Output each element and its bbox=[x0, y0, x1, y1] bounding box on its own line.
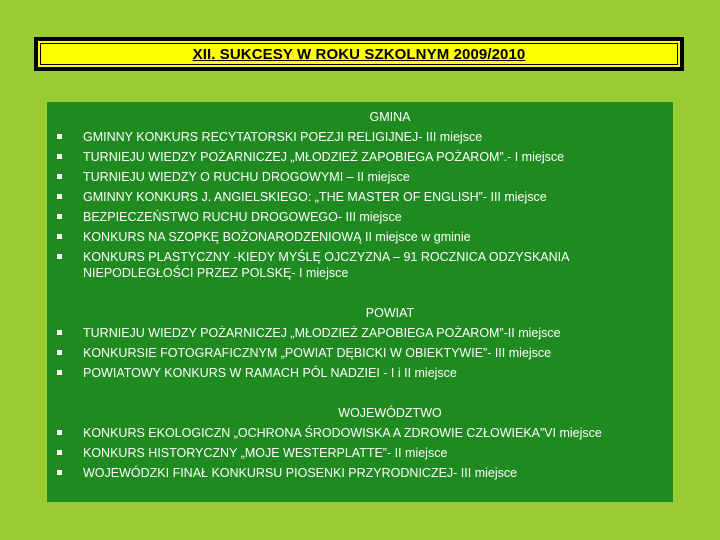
list-item bbox=[47, 147, 673, 167]
bullet-icon bbox=[57, 194, 62, 199]
section-heading: POWIAT bbox=[365, 306, 415, 320]
list-item bbox=[47, 363, 673, 383]
title-box bbox=[34, 37, 684, 71]
section-gmina bbox=[47, 107, 673, 283]
list-item-text: KONKURS HISTORYCZNY „MOJE WESTERPLATTE”- II miejsce bbox=[83, 446, 448, 460]
bullet-icon bbox=[57, 154, 62, 159]
bullet-icon bbox=[57, 450, 62, 455]
bullet-icon bbox=[57, 234, 62, 239]
list-item bbox=[47, 423, 673, 443]
list-item-text: GMINNY KONKURS J. ANGIELSKIEGO: „THE MASTER OF ENGLISH”- III miejsce bbox=[83, 190, 547, 204]
content-panel bbox=[47, 102, 673, 502]
section-heading: WOJEWÓDZTWO bbox=[338, 406, 442, 420]
list-item bbox=[47, 343, 673, 363]
list-item bbox=[47, 187, 673, 207]
list-item bbox=[47, 227, 673, 247]
list-item-text: TURNIEJU WIEDZY O RUCHU DROGOWYMI – II miejsce bbox=[83, 170, 410, 184]
list-item-text: BEZPIECZEŃSTWO RUCHU DROGOWEGO- III miejsce bbox=[83, 210, 402, 224]
bullet-icon bbox=[57, 214, 62, 219]
list-item bbox=[47, 323, 673, 343]
list-item-text: TURNIEJU WIEDZY POŻARNICZEJ „MŁODZIEŻ ZAPOBIEGA POŻAROM”-II miejsce bbox=[83, 326, 561, 340]
list-item-text: GMINNY KONKURS RECYTATORSKI POEZJI RELIGIJNEJ- III miejsce bbox=[83, 130, 483, 144]
bullet-icon bbox=[57, 350, 62, 355]
bullet-icon bbox=[57, 254, 62, 259]
slide-title: XII. SUKCESY W ROKU SZKOLNYM 2009/2010 bbox=[192, 45, 526, 63]
bullet-icon bbox=[57, 174, 62, 179]
list-item bbox=[47, 207, 673, 227]
list-item-text: TURNIEJU WIEDZY POŻARNICZEJ „MŁODZIEŻ ZAPOBIEGA POŻAROM”.- I miejsce bbox=[83, 150, 565, 164]
list-item bbox=[47, 443, 673, 463]
list-item-text: POWIATOWY KONKURS W RAMACH PÓL NADZIEI - I i II miejsce bbox=[83, 366, 457, 380]
bullet-icon bbox=[57, 370, 62, 375]
section-powiat bbox=[47, 303, 673, 383]
list-item-text: KONKURS EKOLOGICZN „OCHRONA ŚRODOWISKA A ZDROWIE CZŁOWIEKA”VI miejsce bbox=[83, 426, 602, 440]
section-wojewodztwo bbox=[47, 403, 673, 483]
bullet-icon bbox=[57, 330, 62, 335]
section-heading: GMINA bbox=[369, 110, 411, 124]
list-item bbox=[47, 463, 673, 483]
bullet-icon bbox=[57, 470, 62, 475]
list-item-text: WOJEWÓDZKI FINAŁ KONKURSU PIOSENKI PRZYRODNICZEJ- III miejsce bbox=[83, 466, 518, 480]
list-item bbox=[47, 127, 673, 147]
list-item-text: KONKURSIE FOTOGRAFICZNYM „POWIAT DĘBICKI W OBIEKTYWIE”- III miejsce bbox=[83, 346, 552, 360]
list-item-text: KONKURS NA SZOPKĘ BOŻONARODZENIOWĄ II miejsce w gminie bbox=[83, 230, 471, 244]
bullet-icon bbox=[57, 134, 62, 139]
list-item bbox=[47, 247, 673, 283]
list-item bbox=[47, 167, 673, 187]
list-item-text: KONKURS PLASTYCZNY -KIEDY MYŚLĘ OJCZYZNA – 91 ROCZNICA ODZYSKANIA NIEPODLEGŁOŚCI PRZEZ POLSKĘ- I miejsce bbox=[83, 250, 569, 280]
bullet-icon bbox=[57, 430, 62, 435]
